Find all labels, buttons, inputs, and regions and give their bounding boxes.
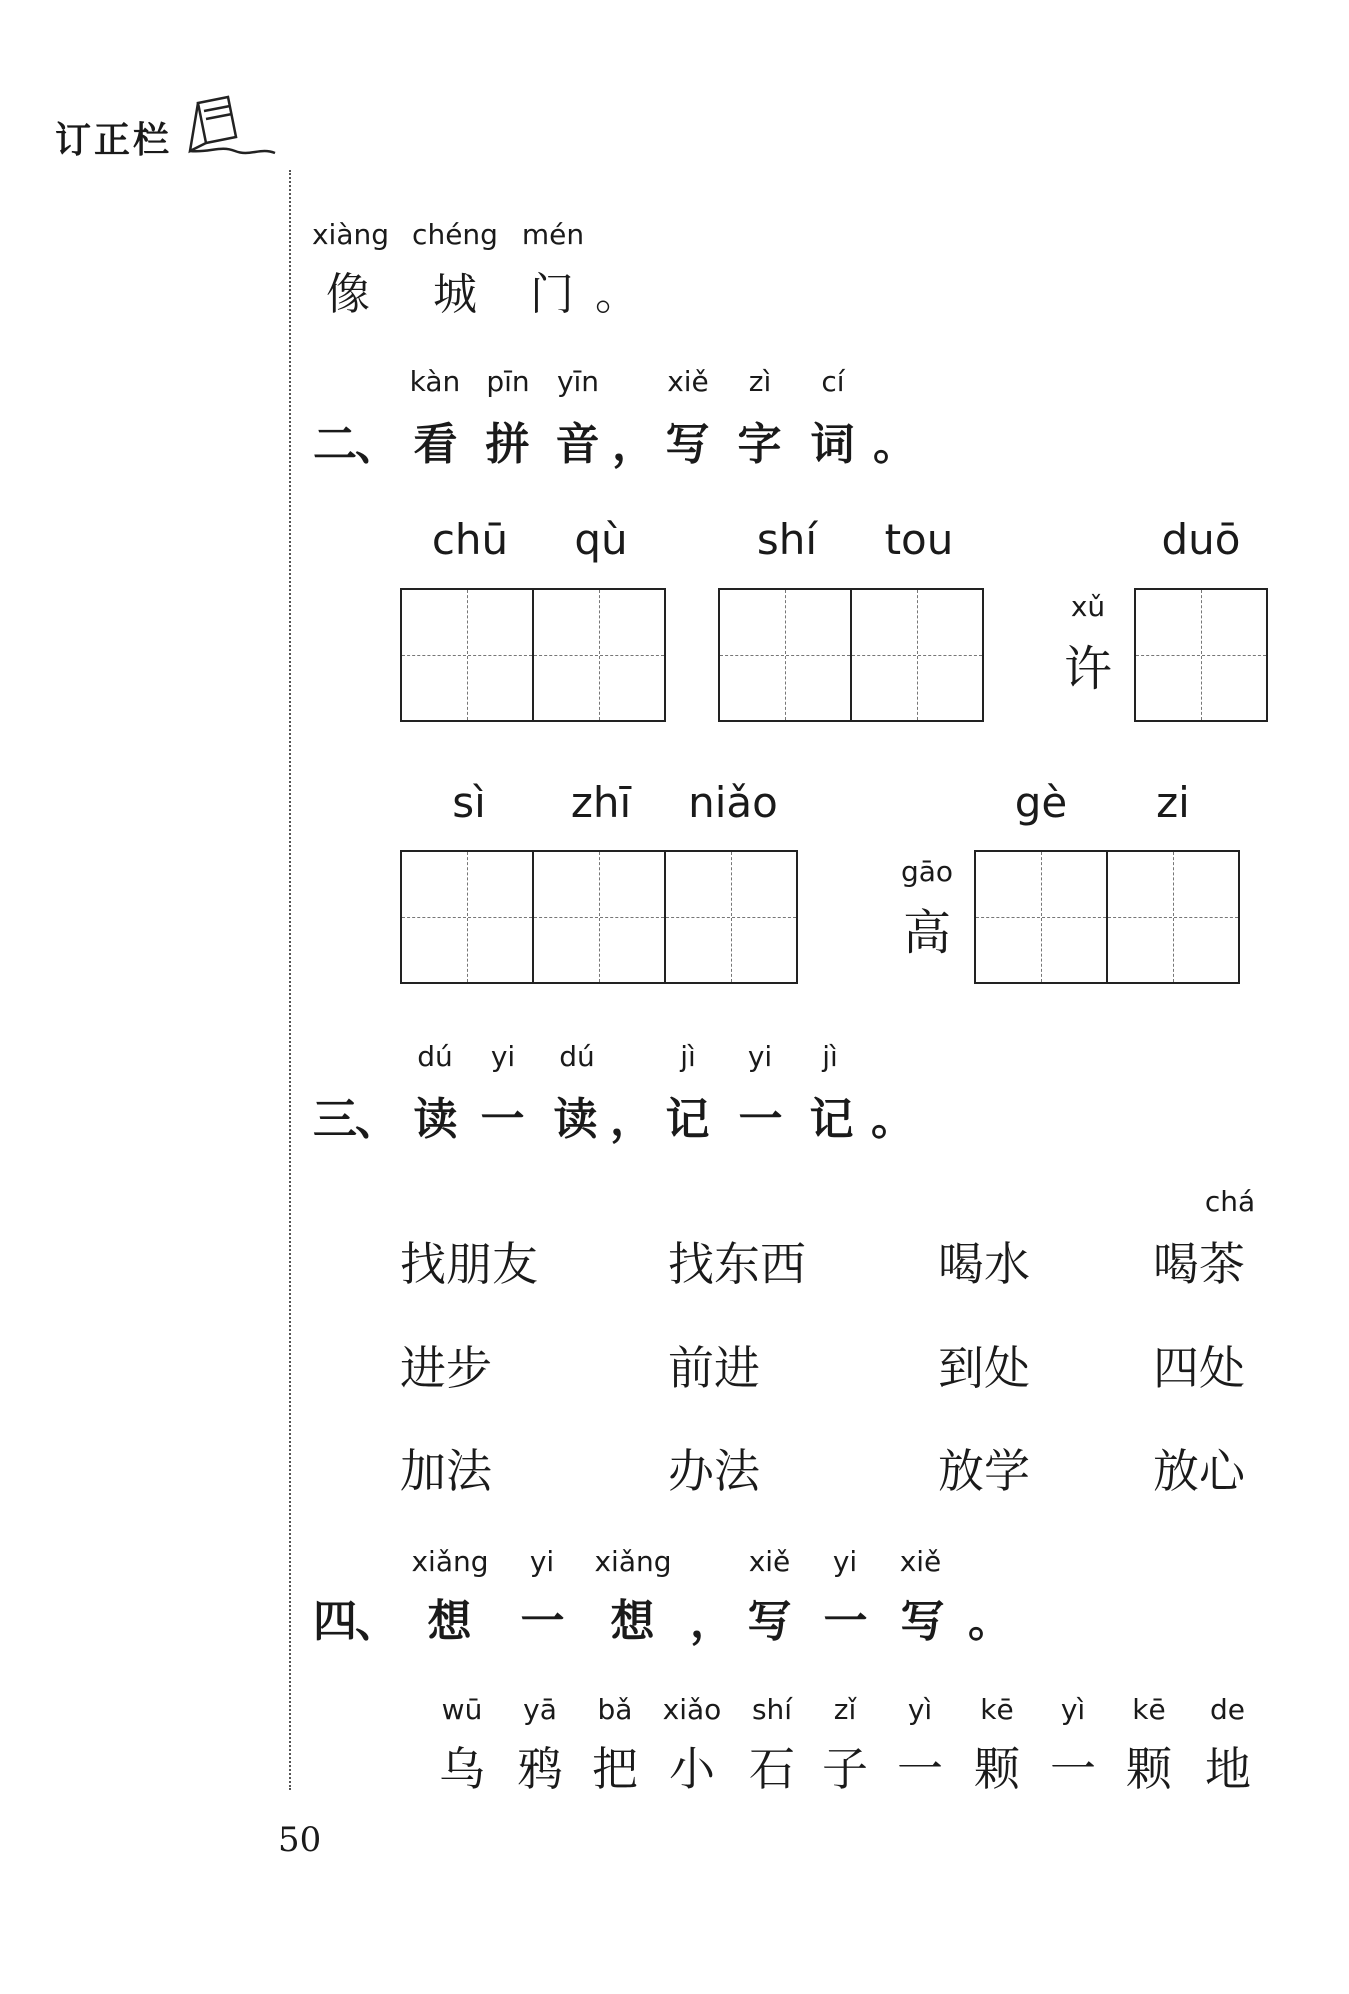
writing-box[interactable]	[532, 588, 666, 722]
hanzi: 子	[822, 1742, 868, 1796]
hanzi: ，	[612, 419, 656, 470]
pinyin: chéng	[412, 218, 498, 251]
hanzi: 地	[1205, 1742, 1251, 1796]
hanzi: 、	[355, 1596, 399, 1647]
hanzi: 、	[355, 419, 399, 470]
pinyin: yi	[529, 1545, 555, 1578]
pinyin: xiě	[748, 1545, 791, 1578]
hanzi: 一	[738, 1094, 783, 1145]
pinyin: zi	[1156, 778, 1190, 827]
hanzi: 许	[1063, 641, 1112, 697]
hanzi: 。	[595, 269, 639, 320]
hanzi: ，	[610, 1094, 654, 1145]
hanzi: 字	[737, 419, 782, 470]
pinyin: xiě	[899, 1545, 942, 1578]
word: 前进	[668, 1341, 760, 1395]
writing-box[interactable]	[1106, 850, 1240, 984]
hanzi: 城	[433, 269, 477, 320]
word: 喝水	[938, 1237, 1030, 1291]
hanzi: 一	[823, 1596, 868, 1647]
pinyin: niǎo	[688, 778, 778, 827]
pinyin: yì	[1060, 1693, 1086, 1726]
pinyin: zhī	[570, 778, 632, 827]
writing-box[interactable]	[850, 588, 984, 722]
pinyin: shí	[756, 515, 818, 564]
pinyin: xiě	[667, 365, 709, 398]
pinyin: mén	[521, 218, 585, 251]
pinyin: xiǎng	[594, 1545, 672, 1578]
pinyin: duō	[1161, 515, 1241, 564]
word: 放学	[938, 1444, 1030, 1498]
pinyin: jì	[680, 1040, 696, 1073]
pinyin: kē	[1132, 1693, 1166, 1726]
hanzi: 一	[480, 1094, 525, 1145]
pinyin: jì	[822, 1040, 838, 1073]
pinyin: chū	[431, 515, 509, 564]
hanzi: 三	[313, 1094, 357, 1145]
writing-box[interactable]	[1134, 588, 1268, 722]
pinyin: shí	[751, 1693, 793, 1726]
hanzi: 四	[313, 1596, 357, 1647]
pinyin: yi	[490, 1040, 516, 1073]
hanzi: 记	[665, 1094, 710, 1145]
writing-box[interactable]	[718, 588, 852, 722]
pinyin: kē	[980, 1693, 1014, 1726]
pinyin: yi	[747, 1040, 773, 1073]
hanzi: 。	[968, 1596, 1012, 1647]
pinyin: de	[1210, 1693, 1245, 1726]
pinyin: yā	[523, 1693, 557, 1726]
pinyin: cí	[821, 365, 845, 398]
hanzi: 拼	[485, 419, 530, 470]
page-number: 50	[278, 1820, 322, 1860]
hanzi: 二	[313, 419, 357, 470]
hanzi: 一	[520, 1596, 565, 1647]
hanzi: 乌	[439, 1742, 485, 1796]
hanzi: 、	[355, 1094, 399, 1145]
pinyin: xǔ	[1070, 590, 1106, 623]
hanzi: 读	[553, 1094, 598, 1145]
hanzi: 写	[747, 1596, 792, 1647]
hanzi: 一	[897, 1742, 943, 1796]
hanzi: 石	[749, 1742, 795, 1796]
pinyin: xiǎo	[662, 1693, 722, 1726]
pinyin: yīn	[556, 365, 600, 398]
hanzi: 像	[326, 269, 370, 320]
hanzi: 门	[530, 269, 574, 320]
hanzi: ，	[690, 1596, 734, 1647]
hanzi: 记	[809, 1094, 854, 1145]
correction-column-label: 订正栏	[55, 120, 173, 161]
hanzi: 想	[427, 1596, 472, 1647]
pinyin: gè	[1014, 778, 1068, 827]
hanzi: 写	[900, 1596, 945, 1647]
pinyin: kàn	[409, 365, 461, 398]
hanzi: 读	[413, 1094, 458, 1145]
hanzi: 想	[610, 1596, 655, 1647]
pinyin: yi	[832, 1545, 858, 1578]
hanzi: 颗	[1126, 1742, 1172, 1796]
pinyin: dú	[559, 1040, 595, 1073]
hanzi: 。	[873, 419, 917, 470]
hanzi: 词	[810, 419, 855, 470]
pinyin: dú	[417, 1040, 453, 1073]
word: 喝茶	[1153, 1237, 1245, 1291]
word: 找朋友	[400, 1237, 538, 1291]
pencil-icon	[180, 95, 280, 165]
hanzi: 音	[555, 419, 600, 470]
hanzi: 看	[413, 419, 458, 470]
writing-box[interactable]	[400, 850, 534, 984]
word: 找东西	[668, 1237, 806, 1291]
pinyin: tou	[884, 515, 954, 564]
pinyin: bǎ	[597, 1693, 633, 1726]
writing-box[interactable]	[664, 850, 798, 984]
word: 进步	[400, 1341, 492, 1395]
hanzi: 高	[902, 905, 951, 961]
word: 加法	[400, 1444, 492, 1498]
pinyin: qù	[574, 515, 628, 564]
pinyin: pīn	[486, 365, 530, 398]
pinyin: sì	[452, 778, 486, 827]
pinyin: zì	[748, 365, 772, 398]
hanzi: 写	[665, 419, 710, 470]
word: 四处	[1153, 1341, 1245, 1395]
pinyin: yì	[907, 1693, 933, 1726]
writing-box[interactable]	[532, 850, 666, 984]
pinyin: chá	[1204, 1185, 1256, 1218]
hanzi: 小	[669, 1742, 715, 1796]
pinyin: xiǎng	[411, 1545, 489, 1578]
word: 办法	[668, 1444, 760, 1498]
hanzi: 鸦	[517, 1742, 563, 1796]
pinyin: wū	[441, 1693, 483, 1726]
writing-box[interactable]	[400, 588, 534, 722]
word: 放心	[1153, 1444, 1245, 1498]
hanzi: 把	[592, 1742, 638, 1796]
hanzi: 一	[1050, 1742, 1096, 1796]
pinyin: gāo	[900, 855, 954, 888]
hanzi: 。	[871, 1094, 915, 1145]
hanzi: 颗	[974, 1742, 1020, 1796]
correction-margin-line	[289, 170, 291, 1790]
writing-box[interactable]	[974, 850, 1108, 984]
word: 到处	[938, 1341, 1030, 1395]
pinyin: xiàng	[311, 218, 390, 251]
pinyin: zǐ	[833, 1693, 857, 1726]
